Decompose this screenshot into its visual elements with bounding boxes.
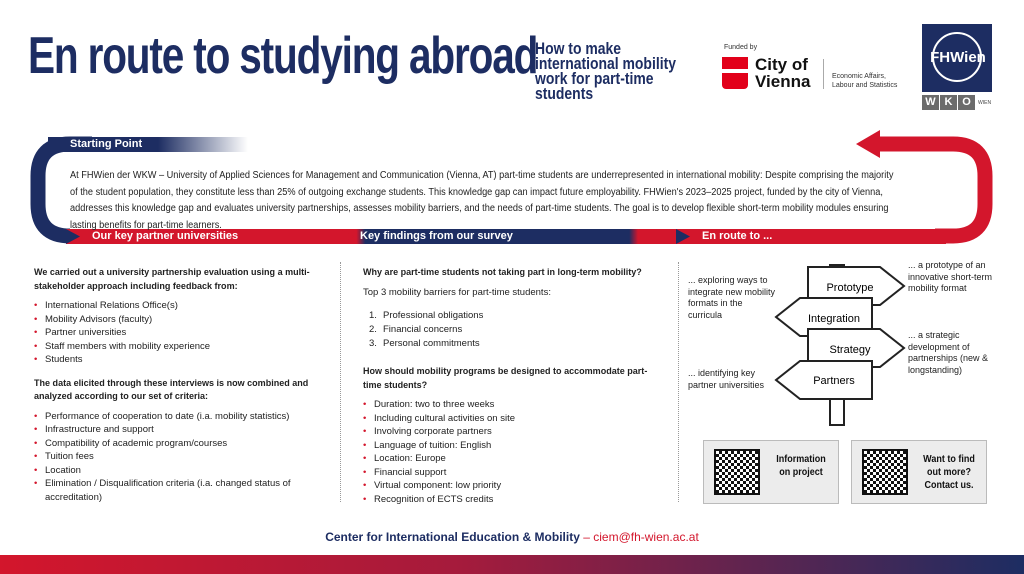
column-divider bbox=[678, 262, 679, 502]
qr-contact-label: Want to find out more? Contact us. bbox=[923, 454, 975, 491]
qr-code-icon[interactable] bbox=[714, 449, 760, 495]
findings-question-1: Why are part-time students not taking part in long-term mobility? bbox=[363, 267, 642, 278]
barriers-list bbox=[369, 309, 668, 351]
route-note-right-1: ... a prototype of an innovative short-term mobility format bbox=[908, 260, 993, 293]
barriers-intro: Top 3 mobility barriers for part-time students: bbox=[363, 286, 551, 298]
starting-point-text: At FHWien der WKW – University of Applied Sciences for Management and Communication (Vienna, AT) part-time students are underrepresented in international mobility: Despite comprising the majority of the student population, they constitute less than 25% of outgoing exchange students. This knowledge gap can impact future employability. FHWien's 2023–2025 project, funded by the city of Vienna, addresses this knowledge gap and evaluates university partnerships, assesses mobility barriers, and the needs of part-time students. The goal is to develop flexible short-term mobility modules ensuring lasting benefits for part-time learners. bbox=[70, 170, 894, 231]
list-item: • International Relations Office(s) bbox=[34, 299, 334, 313]
list-item: 3. Personal commitments bbox=[369, 338, 480, 349]
design-list bbox=[363, 398, 668, 506]
list-item: 1. Professional obligations bbox=[369, 310, 484, 321]
qr-card-contact[interactable] bbox=[851, 440, 987, 504]
column-divider bbox=[340, 262, 341, 502]
footer-center-name: Center for International Education & Mobility bbox=[325, 530, 580, 544]
qr-project-label: Information on project bbox=[776, 454, 826, 478]
list-item: • Mobility Advisors (faculty) bbox=[34, 313, 334, 327]
poster-subtitle: How to make international mobility work for part-time students bbox=[535, 39, 676, 103]
list-item: • Infrastructure and support bbox=[34, 423, 334, 437]
list-item: • Students bbox=[34, 353, 334, 367]
sign-strategy: Strategy bbox=[829, 344, 871, 356]
list-item: • Staff members with mobility experience bbox=[34, 340, 334, 354]
list-item: • Elimination / Disqualification criteria (i.a. changed status of accreditation) bbox=[34, 477, 334, 504]
bottom-color-bar bbox=[0, 555, 1024, 574]
findings-question-2: How should mobility programs be designed to accommodate part-time students? bbox=[363, 366, 648, 391]
stakeholder-list bbox=[34, 299, 334, 367]
city-line-1: City of bbox=[755, 55, 808, 74]
list-item: • Language of tuition: English bbox=[363, 439, 668, 453]
route-note-left-1: ... exploring ways to integrate new mobility formats in the curricula bbox=[688, 275, 776, 320]
partners-section-label: Our key partner universities bbox=[92, 230, 239, 242]
footer bbox=[0, 530, 1024, 544]
partners-intro: We carried out a university partnership evaluation using a multi-stakeholder approach including feedback from: bbox=[34, 267, 310, 292]
city-line-2: Vienna bbox=[755, 72, 811, 91]
list-item: • Performance of cooperation to date (i.a. mobility statistics) bbox=[34, 410, 334, 424]
list-item: • Recognition of ECTS credits bbox=[363, 493, 668, 507]
criteria-list bbox=[34, 410, 334, 505]
list-item: • Financial support bbox=[363, 466, 668, 480]
poster-title: En route to studying abroad bbox=[28, 27, 538, 85]
list-item: • Including cultural activities on site bbox=[363, 412, 668, 426]
route-note-left-2: ... identifying key partner universities bbox=[688, 368, 765, 390]
footer-separator: – bbox=[579, 530, 594, 544]
fhwien-logo-text: FHWien bbox=[930, 49, 986, 66]
qr-card-project[interactable] bbox=[703, 440, 839, 504]
list-item: • Compatibility of academic program/courses bbox=[34, 437, 334, 451]
qr-code-icon[interactable] bbox=[862, 449, 908, 495]
list-item: • Partner universities bbox=[34, 326, 334, 340]
list-item: • Location bbox=[34, 464, 334, 478]
route-note-right-2: ... a strategic development of partnerships (new & longstanding) bbox=[908, 330, 989, 375]
sign-partners: Partners bbox=[813, 375, 855, 387]
wko-sub: WIEN bbox=[978, 99, 992, 106]
wko-letter: K bbox=[940, 95, 957, 110]
department-line-1: Economic Affairs, bbox=[832, 73, 886, 80]
findings-section-label: Key findings from our survey bbox=[360, 230, 513, 242]
findings-column bbox=[363, 266, 668, 516]
list-item: • Involving corporate partners bbox=[363, 425, 668, 439]
sign-integration: Integration bbox=[808, 313, 860, 325]
department-line-2: Labour and Statistics bbox=[832, 82, 898, 89]
list-item: • Virtual component: low priority bbox=[363, 479, 668, 493]
wko-letter: W bbox=[922, 95, 939, 110]
right-arrow-head bbox=[856, 130, 880, 158]
list-item: • Duration: two to three weeks bbox=[363, 398, 668, 412]
sign-prototype: Prototype bbox=[826, 282, 874, 294]
footer-email-link[interactable]: ciem@fh-wien.ac.at bbox=[593, 530, 699, 544]
starting-point-label: Starting Point bbox=[48, 137, 248, 152]
criteria-intro: The data elicited through these interviews is now combined and analyzed according to our set of criteria: bbox=[34, 377, 309, 402]
list-item: 2. Financial concerns bbox=[369, 324, 463, 335]
list-item: • Location: Europe bbox=[363, 452, 668, 466]
funded-by-label: Funded by bbox=[724, 44, 758, 51]
wko-letter: O bbox=[958, 95, 975, 110]
list-item: • Tuition fees bbox=[34, 450, 334, 464]
route-section-label: En route to ... bbox=[702, 230, 773, 242]
partners-column bbox=[34, 266, 334, 514]
signpost-illustration bbox=[770, 255, 910, 427]
